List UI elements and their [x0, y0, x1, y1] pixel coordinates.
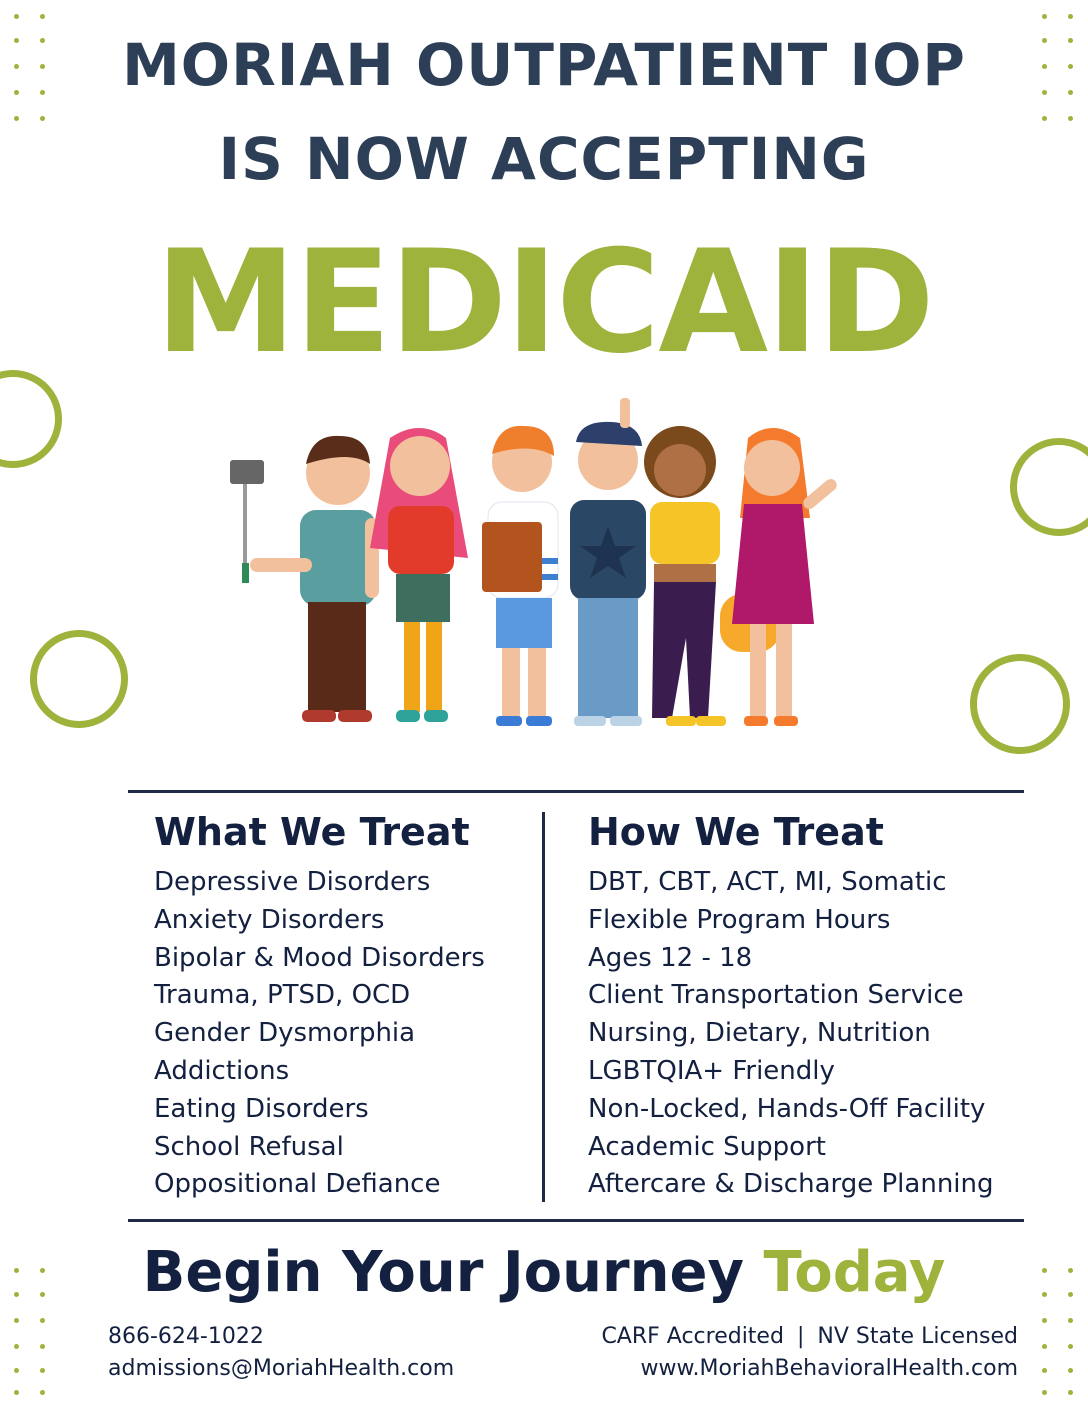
- license-text: NV State Licensed: [817, 1324, 1018, 1349]
- phone-number[interactable]: 866-624-1022: [108, 1324, 264, 1349]
- list-item: Flexible Program Hours: [588, 904, 891, 935]
- top-divider: [128, 790, 1024, 793]
- bottom-divider: [128, 1219, 1024, 1222]
- ring-decoration-left-top: [0, 370, 62, 468]
- accreditation-line: [601, 1324, 1018, 1349]
- list-item: School Refusal: [154, 1131, 344, 1162]
- ring-decoration-right-top: [1010, 438, 1088, 536]
- what-we-treat-title: What We Treat: [154, 810, 470, 854]
- ring-decoration-left-bottom: [30, 630, 128, 728]
- cta-accent: Today: [763, 1240, 946, 1305]
- headline-line-2: IS NOW ACCEPTING: [218, 125, 870, 193]
- list-item: Bipolar & Mood Disorders: [154, 942, 485, 973]
- column-divider: [542, 812, 545, 1202]
- group-of-teens-illustration: [220, 398, 860, 748]
- call-to-action: [0, 1240, 1088, 1305]
- email-link[interactable]: admissions@MoriahHealth.com: [108, 1356, 455, 1381]
- headline-line-1: MORIAH OUTPATIENT IOP: [122, 31, 966, 99]
- list-item: Eating Disorders: [154, 1093, 369, 1124]
- list-item: DBT, CBT, ACT, MI, Somatic: [588, 867, 947, 897]
- how-we-treat-title: How We Treat: [588, 810, 884, 854]
- list-item: Gender Dysmorphia: [154, 1018, 416, 1049]
- list-item: Client Transportation Service: [588, 980, 964, 1011]
- accreditation-text: CARF Accredited: [601, 1324, 784, 1349]
- website-link[interactable]: www.MoriahBehavioralHealth.com: [640, 1356, 1018, 1381]
- list-item: Addictions: [154, 1055, 290, 1086]
- medicaid-highlight: MEDICAID: [155, 220, 933, 385]
- what-we-treat-list: [154, 864, 485, 1204]
- list-item: Ages 12 - 18: [588, 942, 753, 973]
- list-item: Academic Support: [588, 1131, 826, 1162]
- list-item: Non-Locked, Hands-Off Facility: [588, 1093, 986, 1124]
- list-item: Oppositional Defiance: [154, 1169, 441, 1200]
- ring-decoration-right-bottom: [970, 654, 1070, 754]
- list-item: Nursing, Dietary, Nutrition: [588, 1018, 931, 1049]
- list-item: Trauma, PTSD, OCD: [154, 980, 411, 1011]
- how-we-treat-list: [588, 864, 994, 1204]
- cta-main: Begin Your Journey: [142, 1240, 744, 1305]
- accreditation-separator: |: [796, 1324, 805, 1349]
- list-item: Depressive Disorders: [154, 867, 431, 897]
- list-item: Anxiety Disorders: [154, 904, 385, 935]
- list-item: Aftercare & Discharge Planning: [588, 1169, 994, 1200]
- list-item: LGBTQIA+ Friendly: [588, 1055, 835, 1086]
